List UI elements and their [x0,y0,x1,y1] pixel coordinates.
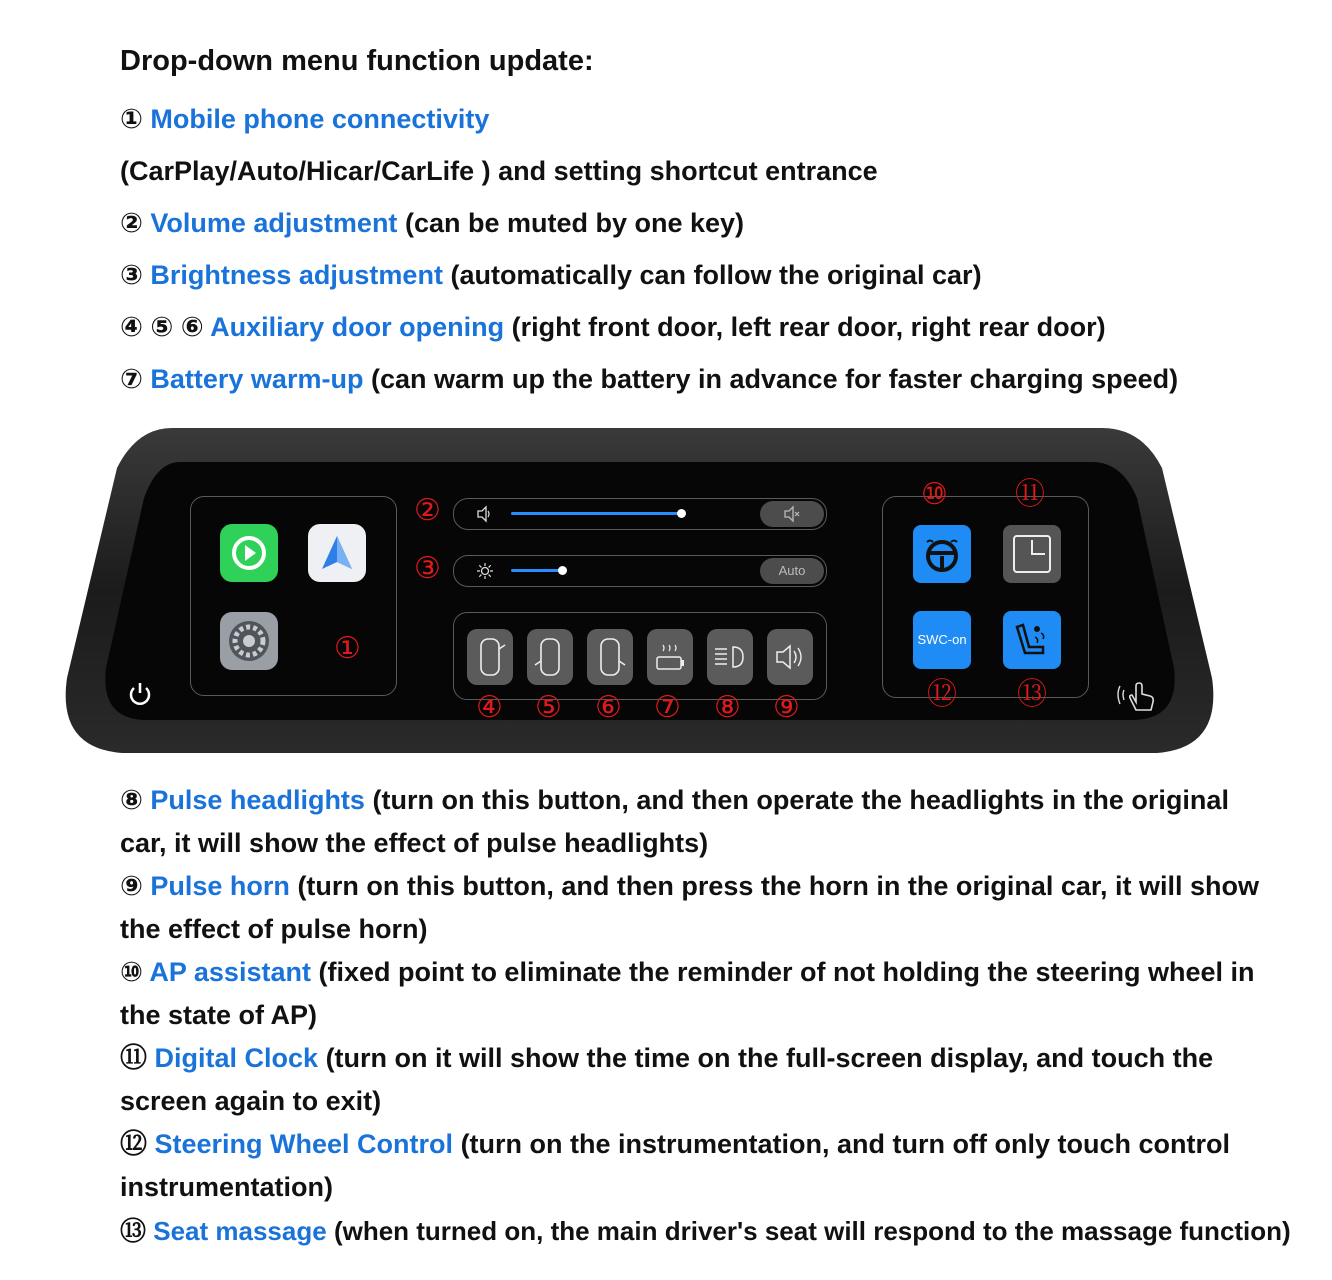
horn-icon [767,629,813,685]
headlight-icon [707,629,753,685]
feature-name: Volume adjustment [150,208,398,238]
callout-12: ⑫ [927,678,957,711]
feature-4-6 [120,312,1106,342]
feature-1-desc [120,156,878,186]
feature-num: ⑪ [120,1043,147,1073]
feature-10 [120,951,1280,1037]
mute-icon [782,504,802,524]
feature-1 [120,104,489,134]
feature-name: Battery warm-up [150,364,364,394]
feature-13 [120,1216,1291,1246]
feature-num: ⑧ [120,785,143,815]
digital-clock-button[interactable] [1003,525,1061,583]
feature-desc: (automatically can follow the original car) [450,260,982,290]
seat-massage-icon [1003,611,1061,669]
feature-3 [120,260,982,290]
brightness-track [511,569,562,572]
android-auto-icon[interactable] [308,524,366,582]
brightness-slider[interactable] [453,555,827,587]
feature-desc: (can warm up the battery in advance for faster charging speed) [370,364,1179,394]
feature-desc: (CarPlay/Auto/Hicar/CarLife ) and setting shortcut entrance [120,156,878,186]
feature-8 [120,779,1280,865]
right-front-door-button[interactable] [467,629,513,685]
volume-knob[interactable] [677,509,686,518]
feature-name: Pulse horn [150,871,290,901]
feature-num: ② [120,208,143,238]
feature-name: Brightness adjustment [150,260,443,290]
callout-3: ③ [414,552,441,585]
brightness-icon [476,562,494,580]
callout-9: ⑨ [773,691,800,724]
feature-2 [120,208,744,238]
carplay-icon[interactable] [220,524,278,582]
feature-12 [120,1123,1280,1209]
feature-name: Pulse headlights [150,785,365,815]
battery-heat-icon [647,629,693,685]
feature-name: AP assistant [149,957,311,987]
feature-num: ⑩ [120,957,143,987]
quick-controls-panel [453,612,827,700]
callout-6: ⑥ [595,691,622,724]
callout-2: ② [414,494,441,527]
callout-10: ⑩ [921,478,948,511]
feature-9 [120,865,1280,951]
brightness-auto-button[interactable]: Auto [760,558,824,584]
feature-7 [120,364,1178,394]
feature-num: ⑨ [120,871,143,901]
feature-num: ① [120,104,143,134]
power-icon[interactable] [126,680,154,713]
car-door-icon [587,629,633,685]
feature-name: Digital Clock [154,1043,319,1073]
feature-desc: (turn on this button, and then press the horn in the original car, it will show the effect of pulse horn) [120,871,1259,944]
feature-name: Mobile phone connectivity [150,104,490,134]
left-rear-door-button[interactable] [527,629,573,685]
dashboard-screen-illustration [62,428,1217,753]
feature-name: Auxiliary door opening [210,312,505,342]
feature-desc: (when turned on, the main driver's seat will respond to the massage function) [333,1216,1291,1246]
feature-num: ⑦ [120,364,143,394]
feature-desc: (turn on it will show the time on the full-screen display, and touch the screen again to exit) [120,1043,1214,1116]
feature-desc: (turn on this button, and then operate the headlights in the original car, it will show the effect of pulse headlights) [120,785,1229,858]
callout-4: ④ [476,691,503,724]
seat-massage-button[interactable] [1003,611,1061,669]
callout-13: ⑬ [1017,678,1047,711]
car-door-icon [527,629,573,685]
battery-warmup-button[interactable] [647,629,693,685]
feature-desc: (can be muted by one key) [404,208,745,238]
volume-slider[interactable] [453,498,827,530]
pulse-headlights-button[interactable] [707,629,753,685]
callout-5: ⑤ [535,691,562,724]
feature-num: ⑫ [120,1129,147,1159]
mute-button[interactable] [760,501,824,527]
feature-desc: (right front door, left rear door, right rear door) [511,312,1106,342]
feature-num: ⑬ [120,1216,147,1246]
speaker-icon [476,505,494,523]
callout-8: ⑧ [714,691,741,724]
volume-track [511,512,681,515]
page-title: Drop-down menu function update: [120,45,594,77]
callout-11: ⑪ [1015,478,1045,511]
feature-num: ④ ⑤ ⑥ [120,312,204,342]
ap-assistant-button[interactable] [913,525,971,583]
brightness-knob[interactable] [558,566,567,575]
right-rear-door-button[interactable] [587,629,633,685]
feature-desc: (fixed point to eliminate the reminder of not holding the steering wheel in the state of AP) [120,957,1255,1030]
gesture-hand-icon[interactable] [1114,676,1160,721]
clock-icon [1003,525,1061,583]
car-door-icon [467,629,513,685]
pulse-horn-button[interactable] [767,629,813,685]
callout-1: ① [334,632,361,665]
feature-name: Steering Wheel Control [154,1129,454,1159]
callout-7: ⑦ [654,691,681,724]
feature-name: Seat massage [153,1216,327,1246]
steering-wheel-icon [913,525,971,583]
feature-num: ③ [120,260,143,290]
feature-desc: (turn on the instrumentation, and turn off only touch control instrumentation) [120,1129,1230,1202]
feature-11 [120,1037,1280,1123]
steering-wheel-control-button[interactable]: SWC-on [913,611,971,669]
settings-gear-icon[interactable] [220,612,278,670]
